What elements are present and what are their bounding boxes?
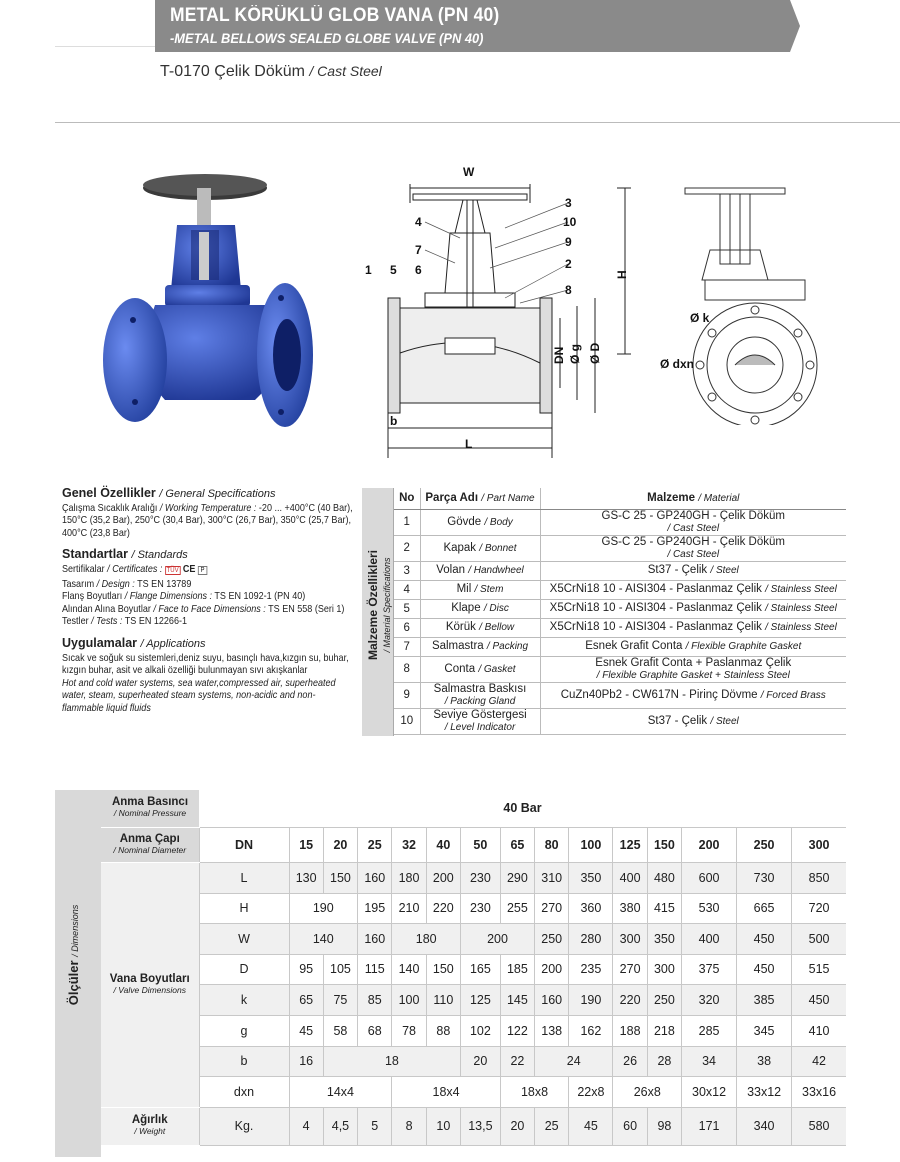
- material-value: St37 - Çelik / Steel: [540, 708, 846, 734]
- header-part: Parça Adı / Part Name: [420, 488, 540, 509]
- dim-cell: 75: [323, 984, 357, 1015]
- dim-cell: 125: [613, 827, 647, 862]
- dim-dn-label: DN: [552, 346, 566, 364]
- dim-cell: 300: [647, 954, 681, 984]
- material-row: [394, 682, 846, 708]
- dim-row-header: b: [199, 1046, 289, 1076]
- dim-cell: 515: [792, 954, 846, 984]
- header-material: Malzeme / Material: [540, 488, 846, 509]
- dim-cell: 125: [460, 984, 500, 1015]
- side-drawing: [650, 180, 835, 425]
- dim-row-header: dxn: [199, 1076, 289, 1107]
- dim-g-label: Ø g: [568, 344, 582, 364]
- dim-cell: 50: [460, 827, 500, 862]
- dim-cell: 360: [569, 893, 613, 923]
- dim-cell: 320: [682, 984, 737, 1015]
- dim-cell: 255: [500, 893, 534, 923]
- dim-cell: 290: [500, 862, 534, 893]
- material-part: Mil / Stem: [420, 580, 540, 599]
- dim-cell: 4,5: [323, 1107, 357, 1145]
- material-row: [394, 580, 846, 599]
- material-row: [394, 656, 846, 682]
- dim-cell: 300: [613, 923, 647, 954]
- material-value: GS-C 25 - GP240GH - Çelik Döküm / Cast Steel: [540, 509, 846, 535]
- dim-cell: 15: [289, 827, 323, 862]
- dim-cell: 385: [737, 984, 792, 1015]
- general-title: Genel Özellikler / General Specifications: [62, 486, 276, 500]
- dim-cell: 230: [460, 893, 500, 923]
- dim-cell: 110: [426, 984, 460, 1015]
- dim-cell: 380: [613, 893, 647, 923]
- dim-k-label: Ø k: [690, 311, 710, 325]
- dim-cell: 88: [426, 1015, 460, 1046]
- dim-b-label: b: [390, 414, 398, 428]
- nominal-diameter-label: Anma Çapı / Nominal Diameter: [101, 827, 199, 862]
- dim-cell: 218: [647, 1015, 681, 1046]
- section-drawing: [355, 158, 645, 458]
- material-no: 10: [394, 708, 420, 734]
- dim-cell: 450: [737, 923, 792, 954]
- part-label-3: 3: [565, 196, 572, 210]
- dim-row-header: Kg.: [199, 1107, 289, 1145]
- dim-cell: 400: [613, 862, 647, 893]
- material-no: 9: [394, 682, 420, 708]
- dim-row-header: DN: [199, 827, 289, 862]
- dim-cell: 100: [569, 827, 613, 862]
- dim-cell: 8: [392, 1107, 426, 1145]
- dim-cell: 415: [647, 893, 681, 923]
- dim-cell: 18x8: [500, 1076, 569, 1107]
- material-no: 1: [394, 509, 420, 535]
- dim-d-label: Ø D: [588, 342, 602, 364]
- dim-cell: 58: [323, 1015, 357, 1046]
- dim-cell: 68: [358, 1015, 392, 1046]
- dim-cell: 20: [460, 1046, 500, 1076]
- dim-cell: 270: [535, 893, 569, 923]
- material-value: X5CrNi18 10 - AISI304 - Paslanmaz Çelik / Stainless Steel: [540, 599, 846, 618]
- dim-cell: 162: [569, 1015, 613, 1046]
- dim-cell: 45: [569, 1107, 613, 1145]
- flange-standard: Flanş Boyutları / Flange Dimensions : TS EN 1092-1 (PN 40): [62, 590, 306, 603]
- part-label-2: 2: [565, 257, 572, 271]
- dim-cell: 200: [682, 827, 737, 862]
- dim-w-label: W: [463, 165, 475, 179]
- dim-cell: 10: [426, 1107, 460, 1145]
- dim-cell: 230: [460, 862, 500, 893]
- dim-row: [101, 1046, 846, 1076]
- working-temperature: Çalışma Sıcaklık Aralığı / Working Temperature : -20 ... +400°C (40 Bar), 150°C (35,2 Bar), 250°C (30,4 Bar), 300°C (26,7 Bar), 350°C (25,7 Bar), 400°C (23,8 Bar): [62, 501, 353, 539]
- dim-cell: 165: [460, 954, 500, 984]
- part-label-9: 9: [565, 235, 572, 249]
- dim-cell: 20: [500, 1107, 534, 1145]
- dim-cell: 95: [289, 954, 323, 984]
- dim-cell: 65: [500, 827, 534, 862]
- material-row: [394, 637, 846, 656]
- dim-cell: 200: [535, 954, 569, 984]
- dim-cell: 160: [358, 862, 392, 893]
- face-to-face-standard: Alından Alına Boyutlar / Face to Face Dimensions : TS EN 558 (Seri 1): [62, 602, 345, 615]
- dim-cell: 220: [613, 984, 647, 1015]
- dim-cell: 850: [792, 862, 846, 893]
- material-no: 6: [394, 618, 420, 637]
- dim-cell: 150: [323, 862, 357, 893]
- nominal-pressure-value: 40 Bar: [199, 790, 846, 827]
- dim-cell: 40: [426, 827, 460, 862]
- dim-cell: 16: [289, 1046, 323, 1076]
- ce-mark-icon: CE: [182, 562, 196, 575]
- header-no: No: [394, 488, 420, 509]
- material-part: Gövde / Body: [420, 509, 540, 535]
- dim-cell: 345: [737, 1015, 792, 1046]
- material-row: [394, 535, 846, 561]
- p-mark-icon: P: [198, 566, 207, 575]
- dim-row: [101, 923, 846, 954]
- dim-cell: 150: [647, 827, 681, 862]
- dim-cell: 350: [647, 923, 681, 954]
- material-row: [394, 561, 846, 580]
- material-part: Kapak / Bonnet: [420, 535, 540, 561]
- dim-cell: 13,5: [460, 1107, 500, 1145]
- dim-cell: 580: [792, 1107, 846, 1145]
- dim-cell: 450: [737, 954, 792, 984]
- material-part: Klape / Disc: [420, 599, 540, 618]
- dim-cell: 200: [460, 923, 534, 954]
- dim-cell: 340: [737, 1107, 792, 1145]
- dim-cell: 38: [737, 1046, 792, 1076]
- dim-cell: 30x12: [682, 1076, 737, 1107]
- material-value: GS-C 25 - GP240GH - Çelik Döküm / Cast Steel: [540, 535, 846, 561]
- applications-title: Uygulamalar / Applications: [62, 635, 206, 650]
- dim-cell: 270: [613, 954, 647, 984]
- dim-row: [101, 862, 846, 893]
- dim-cell: 138: [535, 1015, 569, 1046]
- dim-row: [101, 1076, 846, 1107]
- part-label-4: 4: [415, 215, 422, 229]
- test-standard: Testler / Tests : TS EN 12266-1: [62, 615, 188, 628]
- dim-cell: 20: [323, 827, 357, 862]
- dim-cell: 480: [647, 862, 681, 893]
- part-label-1: 1: [365, 263, 372, 277]
- part-label-6: 6: [415, 263, 422, 277]
- dim-cell: 410: [792, 1015, 846, 1046]
- material-value: Esnek Grafit Conta + Paslanmaz Çelik / Flexible Graphite Gasket + Stainless Steel: [540, 656, 846, 682]
- dim-cell: 18: [323, 1046, 460, 1076]
- model-name: T-0170 Çelik Döküm: [160, 63, 305, 80]
- dim-cell: 160: [535, 984, 569, 1015]
- material-value: CuZn40Pb2 - CW617N - Pirinç Dövme / Forced Brass: [540, 682, 846, 708]
- dim-cell: 24: [535, 1046, 613, 1076]
- material-row: [394, 708, 846, 734]
- standards-title: Standartlar / Standards: [62, 547, 188, 562]
- material-side-title: Malzeme Özellikleri: [366, 549, 380, 661]
- design-standard: Tasarım / Design : TS EN 13789: [62, 577, 192, 590]
- material-no: 3: [394, 561, 420, 580]
- material-side-title-en: / Material Specifications: [382, 557, 392, 653]
- material-header-row: [394, 488, 846, 509]
- dim-cell: 22x8: [569, 1076, 613, 1107]
- material-no: 4: [394, 580, 420, 599]
- dim-cell: 140: [392, 954, 426, 984]
- dim-cell: 160: [358, 923, 392, 954]
- applications-tr: Sıcak ve soğuk su sistemleri,deniz suyu, basınçlı hava,kızgın su, buhar, kızgın buhar, asit ve alkali özelliği bulunmayan sıvı akışkanlar: [62, 651, 349, 677]
- dim-dxn-label: Ø dxn: [660, 357, 695, 371]
- material-row: [394, 618, 846, 637]
- material-part: Volan / Handwheel: [420, 561, 540, 580]
- part-label-5: 5: [390, 263, 397, 277]
- material-value: X5CrNi18 10 - AISI304 - Paslanmaz Çelik / Stainless Steel: [540, 618, 846, 637]
- dim-cell: 78: [392, 1015, 426, 1046]
- dim-cell: 65: [289, 984, 323, 1015]
- dim-cell: 100: [392, 984, 426, 1015]
- nominal-pressure-label: Anma Basıncı / Nominal Pressure: [101, 790, 199, 827]
- dim-cell: 115: [358, 954, 392, 984]
- dim-cell: 33x12: [737, 1076, 792, 1107]
- dim-row: [101, 827, 846, 862]
- dim-cell: 45: [289, 1015, 323, 1046]
- material-value: Esnek Grafit Conta / Flexible Graphite Gasket: [540, 637, 846, 656]
- dim-cell: 720: [792, 893, 846, 923]
- dim-cell: 85: [358, 984, 392, 1015]
- valve-photo: [95, 170, 340, 445]
- material-row: [394, 509, 846, 535]
- dim-cell: 180: [392, 923, 461, 954]
- dim-cell: 375: [682, 954, 737, 984]
- dimensions-side-title: Ölçüler / Dimensions: [66, 904, 81, 1006]
- certificates: Sertifikalar / Certificates : TÜV CE P: [62, 563, 354, 578]
- dim-row-header: H: [199, 893, 289, 923]
- page-title: METAL KÖRÜKLÜ GLOB VANA (PN 40): [170, 5, 500, 26]
- material-row: [394, 599, 846, 618]
- dim-cell: 33x16: [792, 1076, 846, 1107]
- dim-cell: 285: [682, 1015, 737, 1046]
- tuv-mark-icon: TÜV: [166, 566, 179, 574]
- dim-cell: 310: [535, 862, 569, 893]
- dim-cell: 600: [682, 862, 737, 893]
- header-chevron-icon: [770, 0, 810, 52]
- dim-cell: 450: [792, 984, 846, 1015]
- dim-cell: 98: [647, 1107, 681, 1145]
- dim-cell: 102: [460, 1015, 500, 1046]
- dim-cell: 350: [569, 862, 613, 893]
- dim-cell: 18x4: [392, 1076, 500, 1107]
- dim-row: [101, 1015, 846, 1046]
- material-value: St37 - Çelik / Steel: [540, 561, 846, 580]
- dim-row: [101, 893, 846, 923]
- dim-cell: 26x8: [613, 1076, 682, 1107]
- material-no: 5: [394, 599, 420, 618]
- dim-cell: 28: [647, 1046, 681, 1076]
- dim-cell: 14x4: [289, 1076, 392, 1107]
- dim-cell: 5: [358, 1107, 392, 1145]
- dim-row-header: k: [199, 984, 289, 1015]
- dim-cell: 171: [682, 1107, 737, 1145]
- material-part: Salmastra / Packing: [420, 637, 540, 656]
- material-part: Salmastra Baskısı / Packing Gland: [420, 682, 540, 708]
- dim-row: [101, 984, 846, 1015]
- dim-cell: 105: [323, 954, 357, 984]
- dim-cell: 34: [682, 1046, 737, 1076]
- model-name-en: / Cast Steel: [309, 63, 382, 79]
- material-no: 8: [394, 656, 420, 682]
- dim-row-pressure: [101, 790, 846, 827]
- dim-row: [101, 954, 846, 984]
- page-subtitle: -METAL BELLOWS SEALED GLOBE VALVE (PN 40): [170, 30, 484, 46]
- dim-cell: 190: [289, 893, 358, 923]
- weight-label: Ağırlık / Weight: [101, 1107, 199, 1145]
- dim-cell: 180: [392, 862, 426, 893]
- header-divider: [55, 46, 155, 47]
- dim-cell: 250: [647, 984, 681, 1015]
- dim-cell: 400: [682, 923, 737, 954]
- dim-cell: 25: [535, 1107, 569, 1145]
- dim-cell: 4: [289, 1107, 323, 1145]
- material-part: Conta / Gasket: [420, 656, 540, 682]
- valve-dimensions-label: Vana Boyutları / Valve Dimensions: [101, 862, 199, 1107]
- dim-cell: 185: [500, 954, 534, 984]
- material-part: Körük / Bellow: [420, 618, 540, 637]
- dimensions-table: [101, 790, 846, 1146]
- dim-row-header: L: [199, 862, 289, 893]
- dim-cell: 130: [289, 862, 323, 893]
- material-part: Seviye Göstergesi / Level Indicator: [420, 708, 540, 734]
- dim-cell: 530: [682, 893, 737, 923]
- dim-h-label: H: [615, 270, 629, 279]
- dim-cell: 300: [792, 827, 846, 862]
- dim-row-header: D: [199, 954, 289, 984]
- dim-cell: 280: [569, 923, 613, 954]
- dim-cell: 210: [392, 893, 426, 923]
- dim-cell: 665: [737, 893, 792, 923]
- material-no: 7: [394, 637, 420, 656]
- dim-cell: 145: [500, 984, 534, 1015]
- dim-cell: 122: [500, 1015, 534, 1046]
- part-label-8: 8: [565, 283, 572, 297]
- dim-cell: 25: [358, 827, 392, 862]
- dim-cell: 140: [289, 923, 358, 954]
- material-no: 2: [394, 535, 420, 561]
- dim-cell: 500: [792, 923, 846, 954]
- dim-row: [101, 1107, 846, 1145]
- part-label-10: 10: [563, 215, 577, 229]
- divider: [55, 122, 900, 123]
- dim-l-label: L: [465, 437, 473, 451]
- dim-cell: 80: [535, 827, 569, 862]
- dim-row-header: g: [199, 1015, 289, 1046]
- dim-cell: 22: [500, 1046, 534, 1076]
- dim-cell: 220: [426, 893, 460, 923]
- dim-cell: 730: [737, 862, 792, 893]
- general-specifications: [62, 487, 357, 715]
- material-value: X5CrNi18 10 - AISI304 - Paslanmaz Çelik / Stainless Steel: [540, 580, 846, 599]
- applications-en: Hot and cold water systems, sea water,compressed air, superheated water, steam, superheated steam systems, non-acidic and non-flammable liquid fluids: [62, 676, 336, 714]
- dim-row-header: W: [199, 923, 289, 954]
- model-line: [160, 63, 382, 81]
- dim-cell: 150: [426, 954, 460, 984]
- dim-cell: 195: [358, 893, 392, 923]
- dim-cell: 188: [613, 1015, 647, 1046]
- dim-cell: 32: [392, 827, 426, 862]
- dim-cell: 250: [535, 923, 569, 954]
- dim-cell: 235: [569, 954, 613, 984]
- dim-cell: 190: [569, 984, 613, 1015]
- dim-cell: 26: [613, 1046, 647, 1076]
- dim-cell: 250: [737, 827, 792, 862]
- dim-cell: 60: [613, 1107, 647, 1145]
- dim-cell: 200: [426, 862, 460, 893]
- dim-cell: 42: [792, 1046, 846, 1076]
- material-table: [394, 488, 846, 735]
- part-label-7: 7: [415, 243, 422, 257]
